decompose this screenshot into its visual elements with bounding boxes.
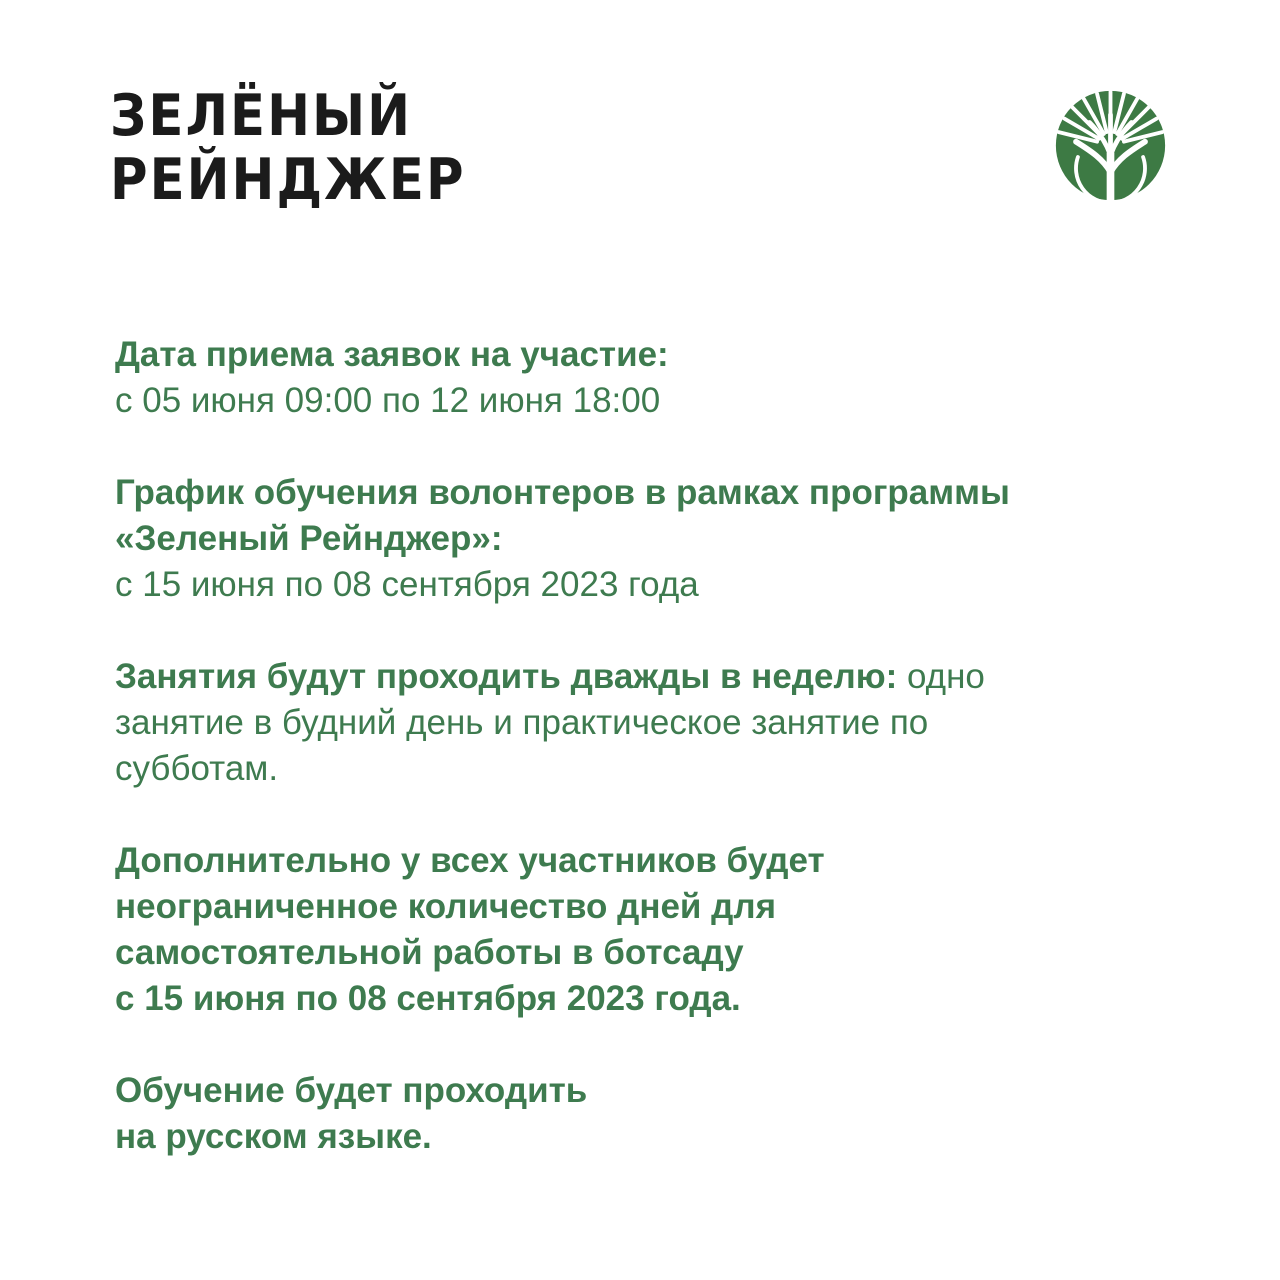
- text-segment-bold: Занятия будут проходить дважды в неделю:: [115, 657, 898, 696]
- text-line: [115, 746, 1215, 792]
- tree-in-circle-logo-icon: [1053, 88, 1168, 203]
- text-line: [115, 654, 1215, 700]
- text-segment: с 15 июня по 08 сентября 2023 года: [115, 565, 699, 604]
- text-line: [115, 976, 1215, 1022]
- text-segment-bold: Дополнительно у всех участников будет: [115, 841, 825, 880]
- text-line: [115, 1114, 1215, 1160]
- text-line: [115, 700, 1215, 746]
- text-segment: субботам.: [115, 749, 279, 788]
- text-segment: занятие в будний день и практическое занятие по: [115, 703, 929, 742]
- brand-logo: [110, 84, 466, 212]
- text-line: [115, 332, 1215, 378]
- tree-icon-svg: [1053, 88, 1168, 203]
- brand-logo-line1: ЗЕЛЁНЫЙ: [110, 83, 413, 149]
- text-line: [115, 378, 1215, 424]
- text-segment-bold: Обучение будет проходить: [115, 1071, 588, 1110]
- text-segment-bold: Дата приема заявок на участие:: [115, 335, 669, 374]
- text-block: [115, 838, 1215, 1022]
- text-line: [115, 884, 1215, 930]
- text-line: [115, 470, 1215, 516]
- text-line: [115, 516, 1215, 562]
- text-line: [115, 1068, 1215, 1114]
- text-segment-bold: «Зеленый Рейнджер»:: [115, 519, 503, 558]
- text-line: [115, 562, 1215, 608]
- text-segment: одно: [897, 657, 985, 696]
- text-line: [115, 930, 1215, 976]
- text-segment: с 05 июня 09:00 по 12 июня 18:00: [115, 381, 661, 420]
- text-block: [115, 654, 1215, 792]
- brand-logo-line2: РЕЙНДЖЕР: [110, 147, 466, 213]
- text-block: [115, 1068, 1215, 1160]
- text-line: [115, 838, 1215, 884]
- text-segment-bold: с 15 июня по 08 сентября 2023 года.: [115, 979, 741, 1018]
- text-segment-bold: на русском языке.: [115, 1117, 432, 1156]
- text-block: [115, 470, 1215, 608]
- text-block: [115, 332, 1215, 424]
- text-segment-bold: самостоятельной работы в ботсаду: [115, 933, 744, 972]
- content-blocks: [115, 332, 1215, 1206]
- text-segment-bold: График обучения волонтеров в рамках программы: [115, 473, 1010, 512]
- text-segment-bold: неограниченное количество дней для: [115, 887, 777, 926]
